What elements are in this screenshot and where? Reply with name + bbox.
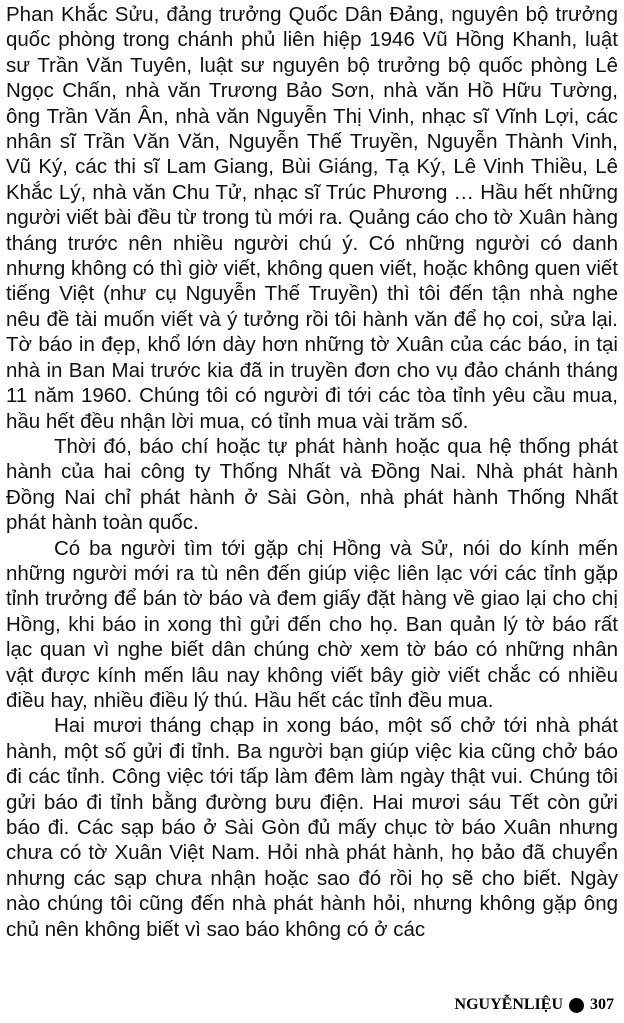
bullet-dot-icon (569, 998, 584, 1013)
paragraph-2: Thời đó, báo chí hoặc tự phát hành hoặc qua hệ thống phát hành của hai công ty Thống Nhất và Đồng Nai. Nhà phát hành Đồng Nai chỉ phát hành ở Sài Gòn, nhà phát hành Thống Nhất phát hành toàn quốc. (6, 434, 618, 535)
paragraph-1: Phan Khắc Sửu, đảng trưởng Quốc Dân Đảng, nguyên bộ trưởng quốc phòng trong chánh phủ liên hiệp 1946 Vũ Hồng Khanh, luật sư Trần Văn Tuyên, luật sư nguyên bộ trưởng bộ quốc phòng Lê Ngọc Chấn, nhà văn Trương Bảo Sơn, nhà văn Hồ Hữu Tường, ông Trần Văn Ân, nhà văn Nguyễn Thị Vinh, nhạc sĩ Vĩnh Lợi, các nhân sĩ Trần Văn Văn, Nguyễn Thế Truyền, Nguyễn Thành Vinh, Vũ Ký, các thi sĩ Lam Giang, Bùi Giáng, Tạ Ký, Lê Vinh Thiều, Lê Khắc Lý, nhà văn Chu Tử, nhạc sĩ Trúc Phương … Hầu hết những người viết bài đều từ trong tù mới ra. Quảng cáo cho tờ Xuân hàng tháng trước nên nhiều người chú ý. Có những người có danh nhưng không có thì giờ viết, không quen viết, hoặc không quen viết tiếng Việt (như cụ Nguyễn Thế Truyền) thì tôi đến tận nhà nghe nêu đề tài muốn viết và ý tưởng rồi tôi hành văn để họ coi, sửa lại. Tờ báo in đẹp, khổ lớn dày hơn những tờ Xuân của các báo, in tại nhà in Ban Mai trước kia đã in truyền đơn cho vụ đảo chánh tháng 11 năm 1960. Chúng tôi có người đi tới các tòa tỉnh yêu cầu mua, hầu hết đều nhận lời mua, có tỉnh mua vài trăm số. (6, 3, 618, 433)
page-number: 307 (590, 996, 614, 1013)
page-body (6, 2, 618, 942)
paragraph-3: Có ba người tìm tới gặp chị Hồng và Sử, nói do kính mến những người mới ra tù nên đến giúp việc liên lạc với các tỉnh gặp tỉnh trưởng để bán tờ báo và đem giấy đặt hàng về giao lại cho chị Hồng, khi báo in xong thì gửi đến cho họ. Ban quản lý tờ báo rất lạc quan vì nghe biết dân chúng chờ xem tờ báo có những nhân vật được kính mến lâu nay không viết bây giờ viết chắc có nhiều điều hay, nhiều điều lý thú. Hầu hết các tỉnh đều mua. (6, 536, 618, 712)
paragraph-4: Hai mươi tháng chạp in xong báo, một số chở tới nhà phát hành, một số gửi đi tỉnh. Ba người bạn giúp việc kia cũng chở báo đi các tỉnh. Công việc tới tấp làm đêm làm ngày thật vui. Chúng tôi gửi báo đi tỉnh bằng đường bưu điện. Hai mươi sáu Tết còn gửi báo đi. Các sạp báo ở Sài Gòn đủ mấy chục tờ báo Xuân nhưng chưa có tờ Xuân Việt Nam. Hỏi nhà phát hành, họ bảo đã chuyển nhưng các sạp chưa nhận hoặc sao đó rồi họ sẽ cho biết. Ngày nào chúng tôi cũng đến nhà phát hành hỏi, nhưng không gặp ông chủ nên không biết vì sao báo không có ở các (6, 714, 618, 941)
page-footer (455, 996, 614, 1014)
footer-author: NGUYỄNLIỆU (454, 996, 563, 1013)
